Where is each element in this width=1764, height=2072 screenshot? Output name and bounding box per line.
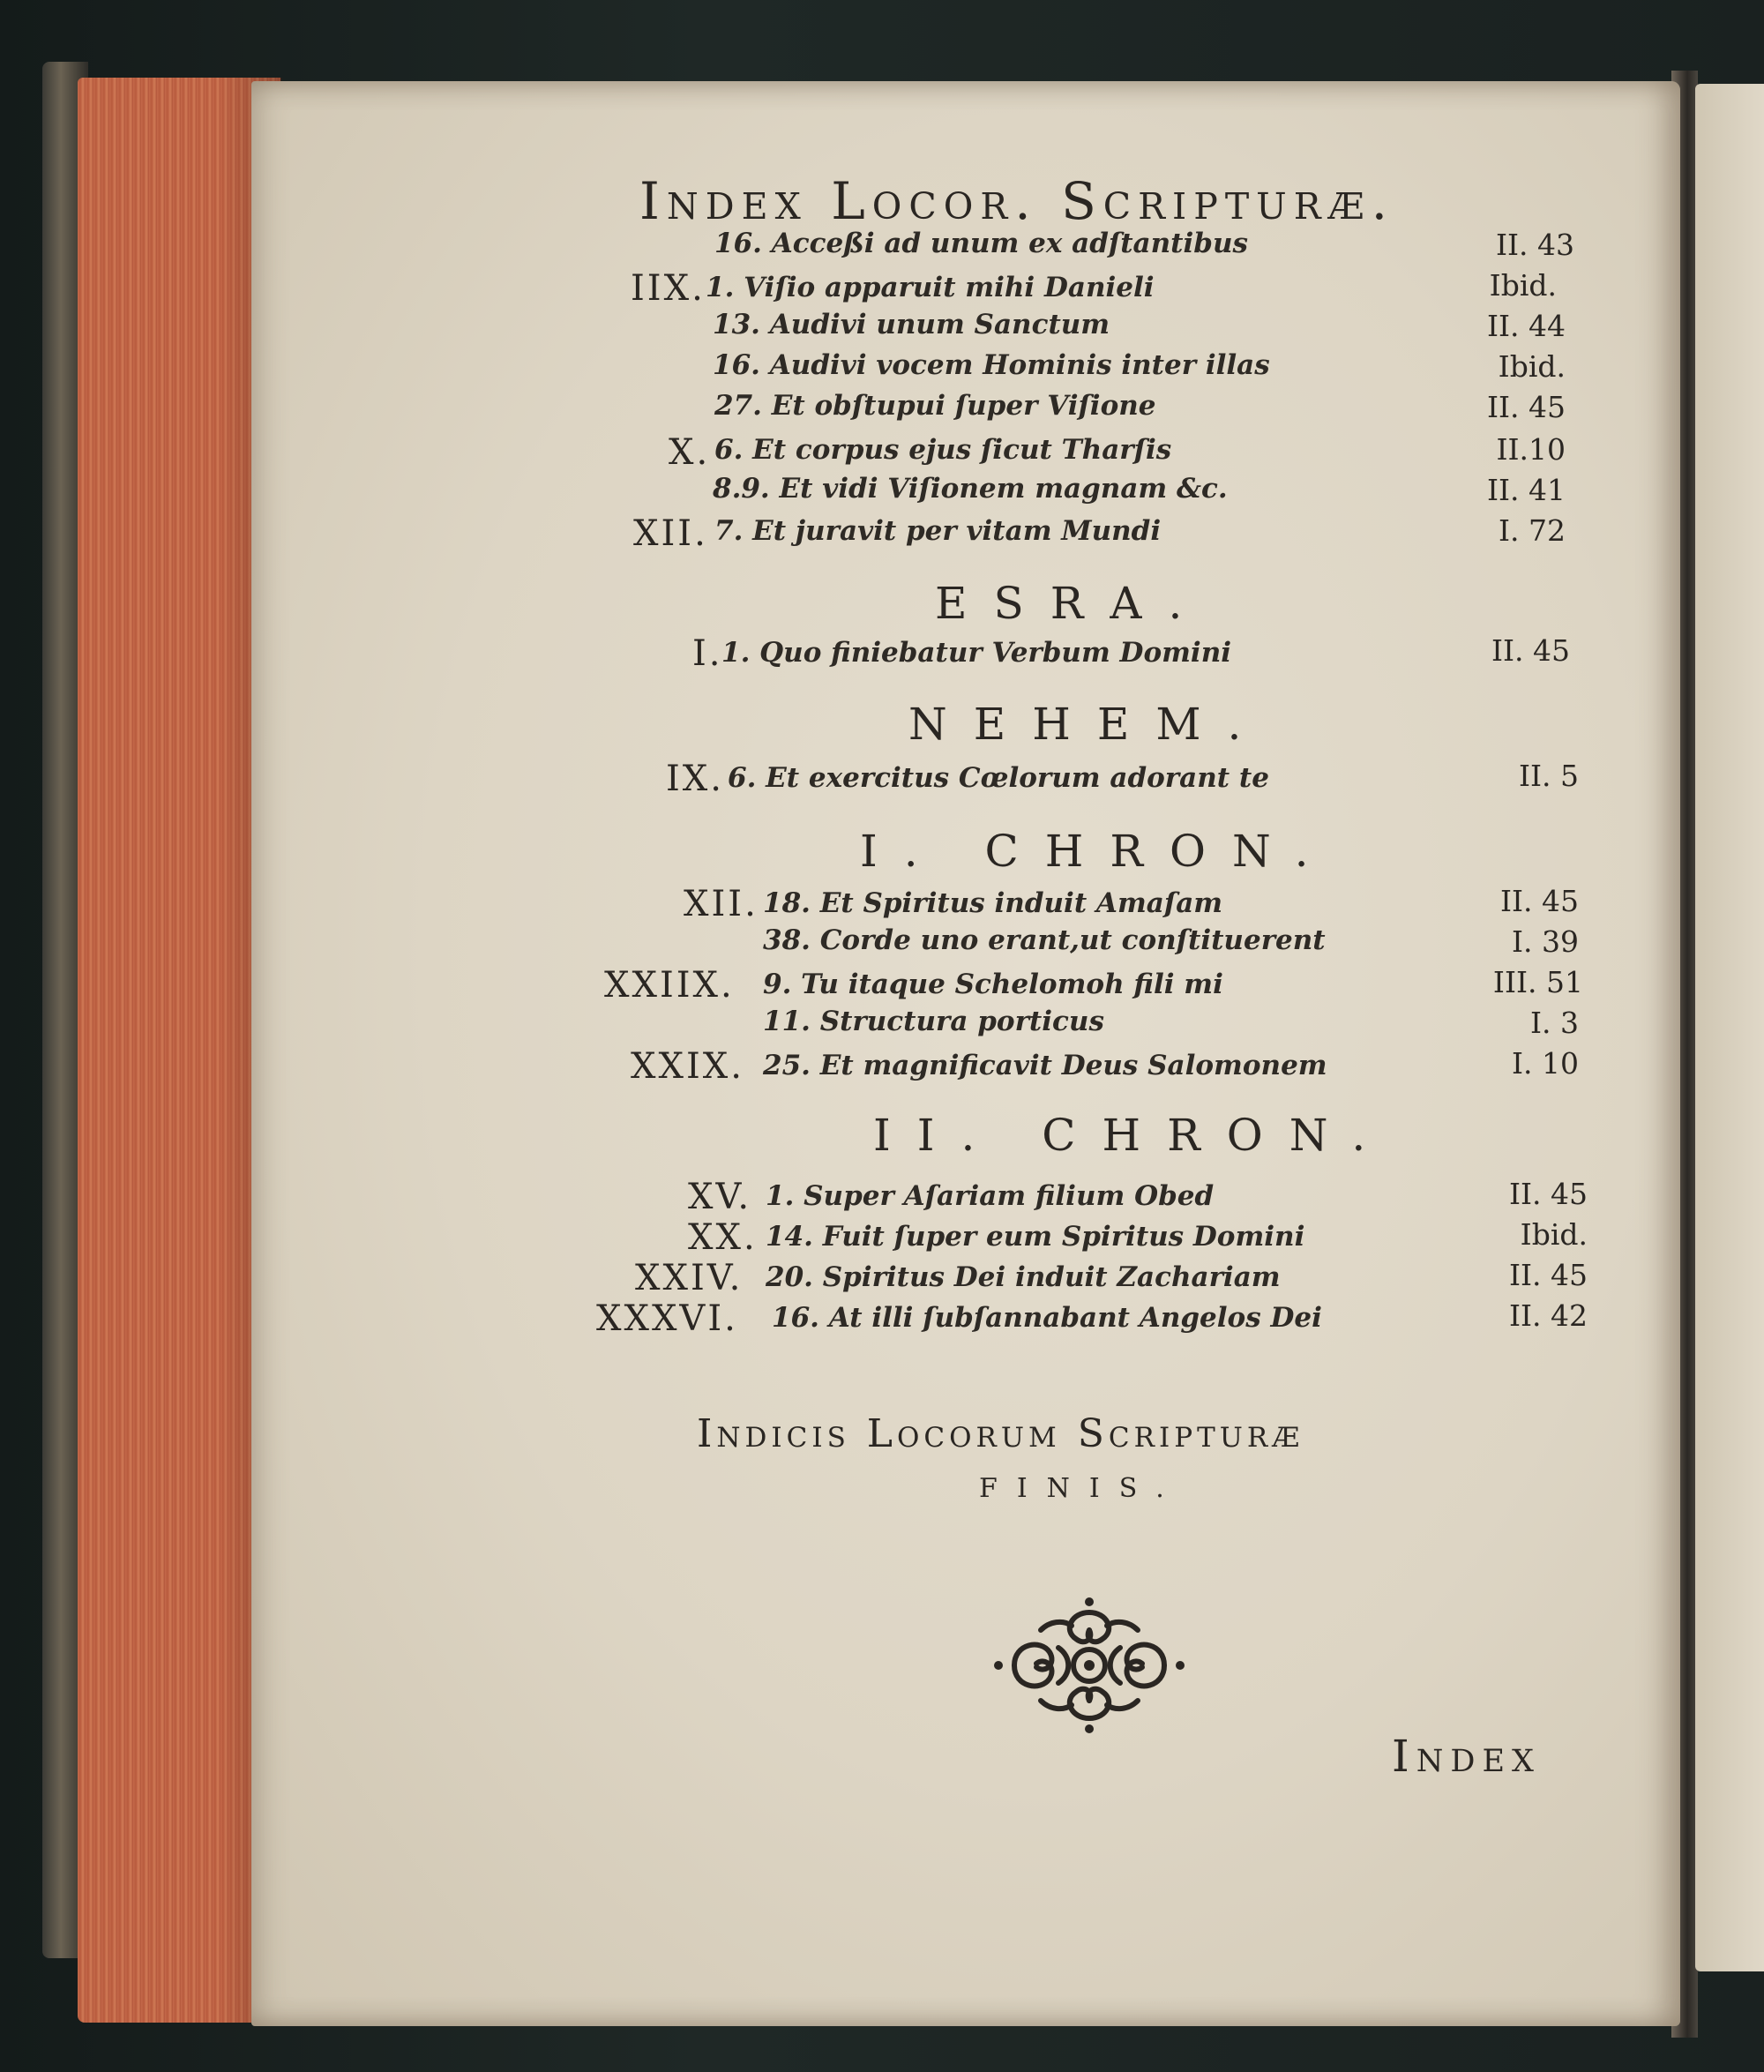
chapter-number: X. <box>669 432 711 473</box>
verse-entry: 16. Acceßi ad unum ex adſtantibus <box>714 228 1248 259</box>
chapter-number: XXIIX. <box>604 965 735 1006</box>
verse-entry: 6. Et exercitus Cœlorum adorant te <box>728 762 1269 794</box>
verse-entry: 9. Tu itaque Schelomoh fili mi <box>763 969 1223 1000</box>
page-reference: II. 43 <box>1495 228 1574 262</box>
index-row <box>564 1217 1588 1258</box>
chapter-number: XXIX. <box>631 1046 744 1087</box>
verse-entry: 1. Quo finiebatur Verbum Domini <box>721 637 1232 669</box>
index-row <box>564 1046 1579 1085</box>
verse-entry: 13. Audivi unum Sanctum <box>713 309 1110 340</box>
chapter-number: IIX. <box>631 268 706 309</box>
index-row <box>564 473 1579 512</box>
chapter-number: XX. <box>688 1217 758 1258</box>
page-reference: II. 45 <box>1486 390 1566 424</box>
catchword: Index <box>1392 1731 1541 1782</box>
page-reference: II. 45 <box>1499 884 1579 918</box>
chapter-number: I. <box>692 633 723 674</box>
verse-entry: 11. Structura porticus <box>763 1006 1104 1037</box>
index-row <box>564 1298 1588 1339</box>
verse-entry: 18. Et Spiritus induit Amaſam <box>763 887 1223 919</box>
index-row <box>564 965 1583 1006</box>
page-reference: I. 39 <box>1511 924 1579 959</box>
verse-entry: 1. Viſio apparuit mihi Danieli <box>706 272 1155 303</box>
index-row <box>564 759 1579 797</box>
page-reference: II. 41 <box>1486 473 1566 507</box>
chapter-number: XII. <box>684 884 759 924</box>
verse-entry: 7. Et juravit per vitam Mundi <box>714 515 1162 547</box>
page-reference: II. 5 <box>1518 759 1579 793</box>
finis-word: FINIS. <box>979 1473 1184 1504</box>
running-header: Index Locor. Scripturæ. <box>639 171 1395 231</box>
chapter-number: XII. <box>633 513 708 554</box>
section-title-2-chron: II. CHRON. <box>873 1110 1393 1161</box>
verse-entry: 16. At illi ſubſannabant Angelos Dei <box>772 1302 1322 1334</box>
index-row <box>564 309 1579 348</box>
verse-entry: 1. Super Aſariam filium Obed <box>766 1180 1215 1212</box>
chapter-number: XV. <box>688 1177 752 1217</box>
section-title-esra: ESRA. <box>935 578 1209 629</box>
verse-entry: 6. Et corpus ejus ſicut Tharſis <box>714 434 1172 466</box>
facing-page <box>1695 84 1764 1971</box>
index-row <box>564 1258 1588 1298</box>
index-row <box>564 884 1579 923</box>
verse-entry: 16. Audivi vocem Hominis inter illas <box>713 349 1270 381</box>
page-reference: II. 45 <box>1508 1258 1588 1292</box>
index-row <box>564 1177 1588 1217</box>
index-row <box>564 513 1579 552</box>
index-row <box>564 633 1579 672</box>
page-reference: Ibid. <box>1520 1217 1588 1252</box>
index-row <box>564 349 1579 388</box>
verse-entry: 27. Et obſtupui ſuper Viſione <box>714 390 1156 422</box>
finis-heading: Indicis Locorum Scripturæ <box>697 1411 1304 1456</box>
page-reference: III. 51 <box>1492 965 1583 999</box>
verse-entry: 20. Spiritus Dei induit Zachariam <box>766 1261 1281 1293</box>
verse-entry: 38. Corde uno erant,ut conſtituerent <box>763 924 1326 956</box>
page-reference: II. 42 <box>1508 1298 1588 1333</box>
page-reference: II. 45 <box>1491 633 1570 668</box>
chapter-number: XXIV. <box>635 1258 744 1298</box>
index-row <box>564 228 1579 266</box>
index-row <box>564 390 1579 429</box>
chapter-number: IX. <box>666 759 724 799</box>
page-reference: II.10 <box>1496 432 1566 467</box>
page-reference: Ibid. <box>1498 349 1566 384</box>
verse-entry: 14. Fuit ſuper eum Spiritus Domini <box>766 1221 1305 1253</box>
section-title-nehem: NEHEM. <box>908 699 1268 750</box>
index-row <box>564 924 1579 963</box>
index-row <box>564 1006 1579 1044</box>
page-reference: I. 10 <box>1511 1046 1579 1081</box>
page-reference: II. 44 <box>1486 309 1566 343</box>
verse-entry: 8.9. Et vidi Viſionem magnam &c. <box>713 473 1228 505</box>
section-title-1-chron: I. CHRON. <box>860 826 1335 877</box>
index-row <box>564 268 1579 307</box>
printers-ornament-icon <box>988 1595 1191 1736</box>
page-reference: I. 3 <box>1529 1006 1579 1040</box>
chapter-number: XXXVI. <box>596 1298 738 1339</box>
page-reference: I. 72 <box>1498 513 1566 548</box>
verse-entry: 25. Et magnificavit Deus Salomonem <box>763 1050 1327 1081</box>
page-reference: Ibid. <box>1489 268 1557 303</box>
page-reference: II. 45 <box>1508 1177 1588 1211</box>
index-row <box>564 432 1579 471</box>
